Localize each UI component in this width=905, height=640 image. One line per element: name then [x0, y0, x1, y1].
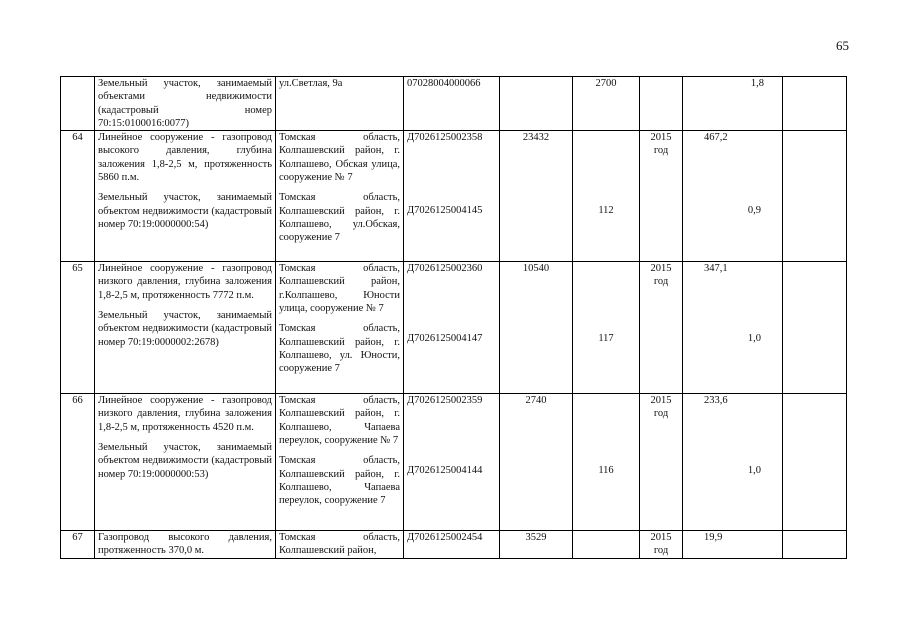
object-year — [640, 531, 683, 559]
land-value-text: 1,0 — [747, 333, 761, 345]
object-address-text: Томская область, Колпашевский район, — [279, 532, 400, 557]
object-code — [404, 131, 500, 262]
object-code — [404, 77, 500, 131]
object-address-text: ул.Светлая, 9а — [279, 78, 343, 89]
object-year-text: 2015 год — [650, 532, 672, 557]
land-value-text: 0,9 — [747, 205, 761, 217]
object-address — [276, 262, 404, 394]
table-row — [61, 394, 847, 531]
land-name-text: Земельный участок, занимаемый объектом недвижимости (кадастровый номер 70:19:0000000:54) — [98, 192, 272, 230]
object-value — [683, 394, 783, 531]
object-name — [95, 77, 276, 131]
table-row — [61, 262, 847, 394]
object-year — [640, 262, 683, 394]
object-code — [404, 531, 500, 559]
object-name-text: Линейное сооружение - газопровод высокого давления, глубина заложения 1,8-2,5 м, протяженность 5860 п.м. — [98, 132, 272, 184]
land-address-text: Томская область, Колпашевский район, г. Колпашево, ул.Обская, сооружение 7 — [279, 192, 400, 244]
object-cost-text: 19,9 — [704, 532, 723, 544]
empty-cell — [783, 262, 847, 394]
object-area — [573, 131, 640, 262]
object-length — [500, 262, 573, 394]
object-year-text: 2015 год — [650, 132, 672, 157]
object-name — [95, 531, 276, 559]
page-number: 65 — [836, 38, 849, 53]
row-number: 66 — [61, 394, 95, 531]
object-length-text: 2740 — [525, 395, 547, 407]
empty-cell — [783, 394, 847, 531]
object-address-text: Томская область, Колпашевский район, г. Колпашево, Обская улица, сооружение № 7 — [279, 132, 400, 184]
object-area-text: 2700 — [595, 78, 617, 89]
object-address-text: Томская область, Колпашевский район, г. Колпашево, Чапаева переулок, сооружение № 7 — [279, 395, 400, 447]
object-area — [573, 262, 640, 394]
object-length — [500, 531, 573, 559]
object-code-text: 07028004000066 — [407, 78, 481, 89]
object-code — [404, 394, 500, 531]
object-name — [95, 131, 276, 262]
empty-cell — [783, 77, 847, 131]
object-year-text: 2015 год — [650, 263, 672, 288]
object-cost-text: 347,1 — [704, 263, 728, 275]
object-name-text: Линейное сооружение - газопровод низкого давления, глубина заложения 1,8-2,5 м, протяженность 4520 п.м. — [98, 395, 272, 433]
object-value — [683, 531, 783, 559]
object-area — [573, 394, 640, 531]
object-address — [276, 77, 404, 131]
object-name-text: Линейное сооружение - газопровод низкого давления, глубина заложения 1,8-2,5 м, протяженность 7772 п.м. — [98, 263, 272, 301]
object-length — [500, 394, 573, 531]
object-code-text: Д7026125002359 — [407, 395, 483, 407]
object-year — [640, 131, 683, 262]
object-name-text: Земельный участок, занимаемый объектами недвижимости (кадастровый номер 70:15:0100016:0077) — [98, 78, 272, 129]
object-length-text: 10540 — [522, 263, 550, 275]
object-length — [500, 77, 573, 131]
table-row — [61, 77, 847, 131]
property-register-table — [60, 76, 847, 559]
object-value — [683, 131, 783, 262]
land-name-text: Земельный участок, занимаемый объектом недвижимости (кадастровый номер 70:19:0000000:53) — [98, 442, 272, 480]
empty-cell — [783, 131, 847, 262]
object-address-text: Томская область, Колпашевский район, г.Колпашево, Юности улица, сооружение № 7 — [279, 263, 400, 315]
object-code — [404, 262, 500, 394]
land-value-text: 1,8 — [750, 78, 764, 89]
object-area — [573, 531, 640, 559]
row-number: 64 — [61, 131, 95, 262]
row-number — [61, 77, 95, 131]
land-code-text: Д7026125004145 — [407, 205, 483, 217]
table-row — [61, 531, 847, 559]
object-address — [276, 131, 404, 262]
object-code-text: Д7026125002360 — [407, 263, 483, 275]
object-year — [640, 394, 683, 531]
object-name — [95, 394, 276, 531]
object-code-text: Д7026125002454 — [407, 532, 483, 544]
row-number: 67 — [61, 531, 95, 559]
object-cost-text: 467,2 — [704, 132, 728, 144]
land-address-text: Томская область, Колпашевский район, г. Колпашево, ул. Юности, сооружение 7 — [279, 323, 400, 375]
object-area — [573, 77, 640, 131]
object-year-text: 2015 год — [650, 395, 672, 420]
land-area-text: 117 — [598, 333, 614, 345]
object-year — [640, 77, 683, 131]
object-code-text: Д7026125002358 — [407, 132, 483, 144]
land-code-text: Д7026125004144 — [407, 465, 483, 477]
object-name — [95, 262, 276, 394]
object-address — [276, 394, 404, 531]
object-cost-text: 233,6 — [704, 395, 728, 407]
object-length-text: 3529 — [525, 532, 547, 544]
land-name-text: Земельный участок, занимаемый объектом недвижимости (кадастровый номер 70:19:0000002:2678) — [98, 310, 272, 348]
empty-cell — [783, 531, 847, 559]
land-code-text: Д7026125004147 — [407, 333, 483, 345]
land-value-text: 1,0 — [747, 465, 761, 477]
object-name-text: Газопровод высокого давления, протяженность 370,0 м. — [98, 532, 272, 557]
table-row — [61, 131, 847, 262]
land-area-text: 112 — [598, 205, 614, 217]
object-length-text: 23432 — [522, 132, 550, 144]
object-value — [683, 77, 783, 131]
object-address — [276, 531, 404, 559]
row-number: 65 — [61, 262, 95, 394]
land-area-text: 116 — [598, 465, 614, 477]
land-address-text: Томская область, Колпашевский район, г. Колпашево, Чапаева переулок, сооружение 7 — [279, 455, 400, 507]
object-value — [683, 262, 783, 394]
object-length — [500, 131, 573, 262]
